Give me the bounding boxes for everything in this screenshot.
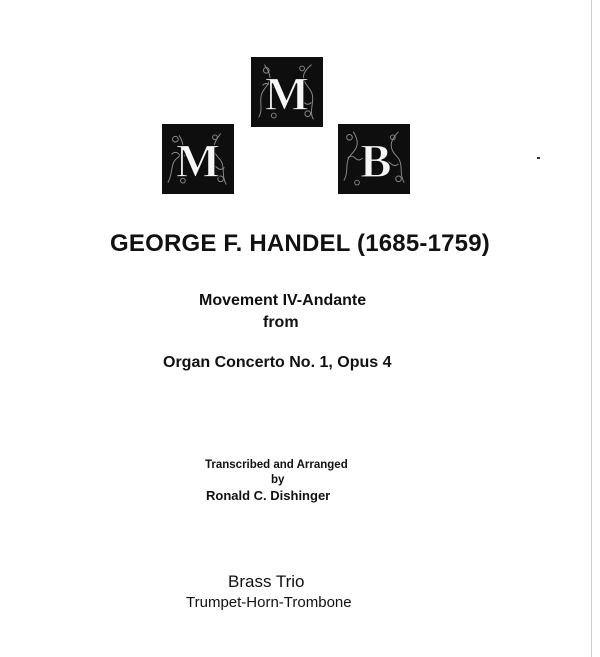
publisher-logo-tile-m-left [162, 124, 234, 194]
ornate-letter-m-icon [164, 126, 232, 192]
paper-speck [537, 157, 540, 159]
arranger-name: Ronald C. Dishinger [206, 488, 331, 503]
logo-letter: M [175, 135, 221, 188]
ensemble-label: Brass Trio [228, 572, 305, 591]
ornate-letter-m-icon [253, 59, 321, 125]
transcribed-label: Transcribed and Arranged [205, 459, 348, 471]
logo-letter: M [264, 68, 310, 121]
ornate-letter-b-icon [340, 126, 408, 192]
logo-letter: B [360, 135, 392, 188]
publisher-logo-tile-b-right [338, 124, 410, 194]
page-edge-line [591, 0, 592, 657]
composer-heading: GEORGE F. HANDEL (1685-1759) [110, 230, 490, 257]
from-label: from [263, 314, 299, 331]
movement-title: Movement IV-Andante [199, 292, 367, 309]
publisher-logo-tile-m-top [251, 57, 323, 127]
work-title: Organ Concerto No. 1, Opus 4 [163, 354, 392, 371]
instrumentation-label: Trumpet-Horn-Trombone [186, 594, 352, 611]
by-label: by [271, 474, 285, 486]
